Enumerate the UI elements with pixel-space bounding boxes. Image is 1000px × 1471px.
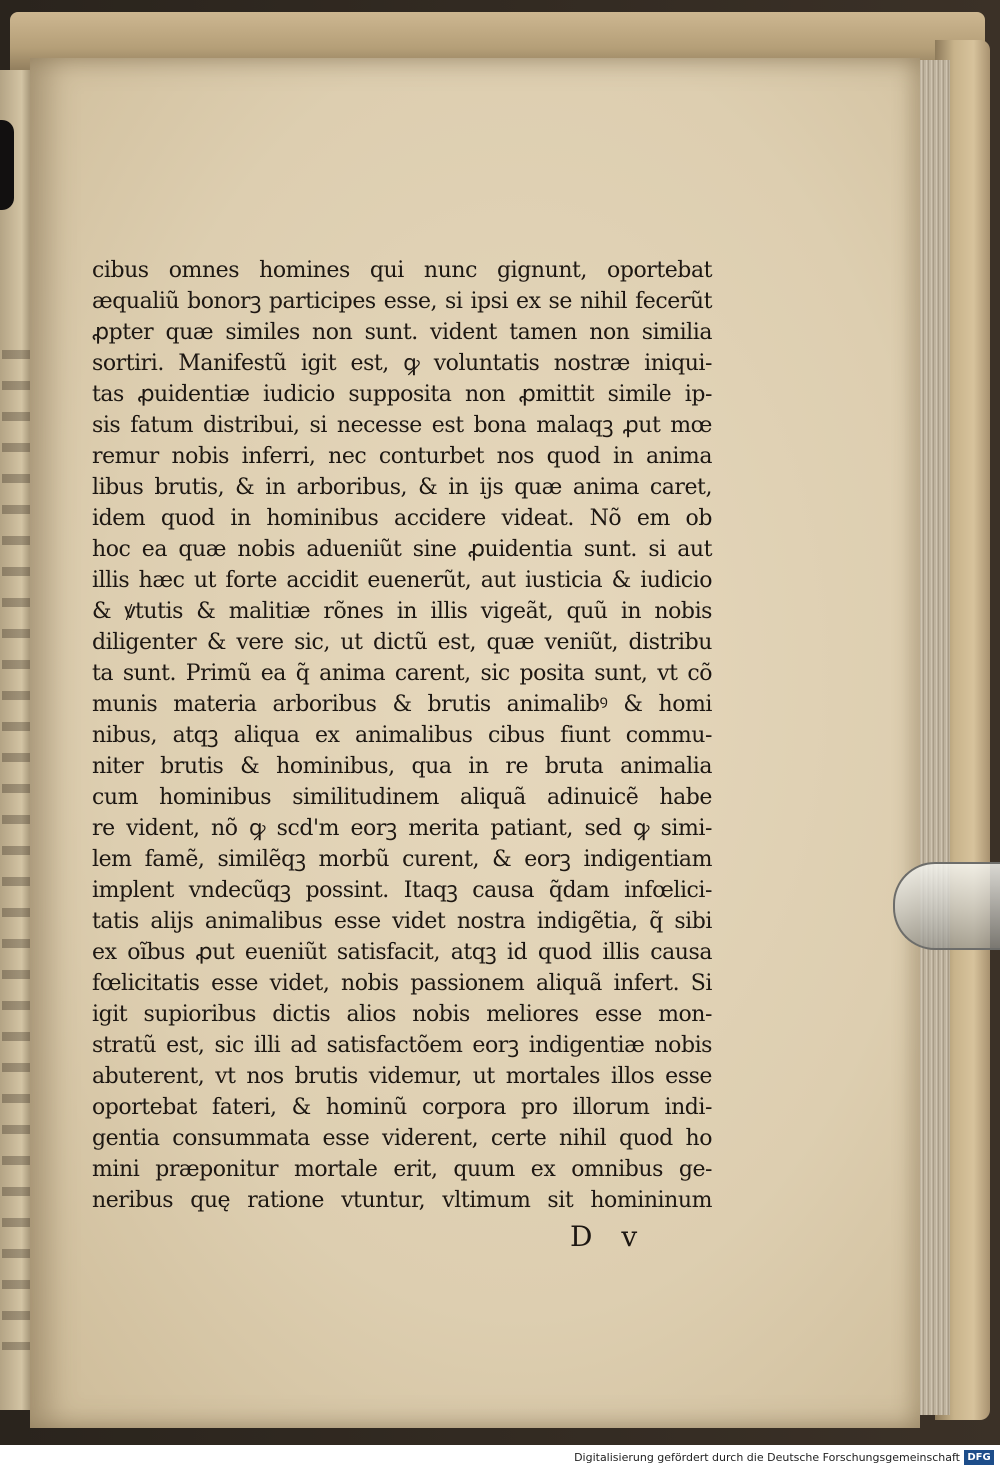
text-line: munis materia arboribus & brutis animalibꝰ & homi [92, 692, 712, 717]
facing-page-text [2, 350, 32, 1350]
text-line: stratũ est, sic illi ad satisfactõem eorꝫ indigentiæ nobis [92, 1033, 712, 1058]
text-line: æqualiũ bonorꝫ participes esse, si ipsi ex se nihil fecerũt [92, 289, 712, 314]
text-line: ꝓpter quæ similes non sunt. vident tamen non similia [92, 320, 712, 345]
signature-mark: D v [570, 1220, 648, 1253]
text-line: re vident, nõ ꝙ scd'm eorꝫ merita patiant, sed ꝙ simi- [92, 816, 712, 841]
text-line: niter brutis & hominibus, qua in re bruta animalia [92, 754, 712, 779]
text-line: fœlicitatis esse videt, nobis passionem aliquã infert. Si [92, 971, 712, 996]
text-line: ex oĩbus ꝓut eueniũt satisfacit, atqꝫ id quod illis causa [92, 940, 712, 965]
text-line: nibus, atqꝫ aliqua ex animalibus cibus fiunt commu- [92, 723, 712, 748]
text-line: cum hominibus similitudinem aliquã adinuicẽ habe [92, 785, 712, 810]
text-line: sis fatum distribui, si necesse est bona malaqꝫ ꝓut mœ [92, 413, 712, 438]
left-clip [0, 120, 14, 210]
text-line: tatis alijs animalibus esse videt nostra indigẽtia, q̃ sibi [92, 909, 712, 934]
text-line: oportebat fateri, & hominũ corpora pro illorum indi- [92, 1095, 712, 1120]
text-line: cibus omnes homines qui nunc gignunt, oportebat [92, 258, 712, 283]
text-line: libus brutis, & in arboribus, & in ijs quæ anima caret, [92, 475, 712, 500]
text-line: igit supioribus dictis alios nobis meliores esse mon- [92, 1002, 712, 1027]
text-line: implent vndecũqꝫ possint. Itaqꝫ causa q̃dam infœlici- [92, 878, 712, 903]
footer-credit: Digitalisierung gefördert durch die Deutsche Forschungsgemeinschaft [574, 1451, 960, 1464]
text-line: remur nobis inferri, nec conturbet nos quod in anima [92, 444, 712, 469]
text-line: & ꝟtutis & malitiæ rõnes in illis vigeãt, quũ in nobis [92, 599, 712, 624]
footer-bar [0, 1445, 1000, 1471]
text-line: hoc ea quæ nobis adueniũt sine ꝓuidentia sunt. si aut [92, 537, 712, 562]
book-page [30, 58, 920, 1428]
text-line: diligenter & vere sic, ut dictũ est, quæ veniũt, distribu [92, 630, 712, 655]
text-line: mini præponitur mortale erit, quum ex omnibus ge- [92, 1157, 712, 1182]
page-holder-clip [893, 862, 1000, 950]
text-line: idem quod in hominibus accidere videat. Nõ em ob [92, 506, 712, 531]
text-line: neribus quę ratione vtuntur, vltimum sit homininum [92, 1188, 712, 1213]
text-line: sortiri. Manifestũ igit est, ꝙ voluntatis nostræ iniqui- [92, 351, 712, 376]
text-line: illis hæc ut forte accidit euenerũt, aut iusticia & iudicio [92, 568, 712, 593]
text-line: ta sunt. Primũ ea q̃ anima carent, sic posita sunt, vt cõ [92, 661, 712, 686]
text-line: abuterent, vt nos brutis videmur, ut mortales illos esse [92, 1064, 712, 1089]
text-block [92, 255, 712, 1216]
text-line: lem famẽ, similẽqꝫ morbũ curent, & eorꝫ indigentiam [92, 847, 712, 872]
text-line: gentia consummata esse viderent, certe nihil quod ho [92, 1126, 712, 1151]
dfg-logo: DFG [964, 1450, 994, 1465]
text-line: tas ꝓuidentiæ iudicio supposita non ꝓmittit simile ip- [92, 382, 712, 407]
